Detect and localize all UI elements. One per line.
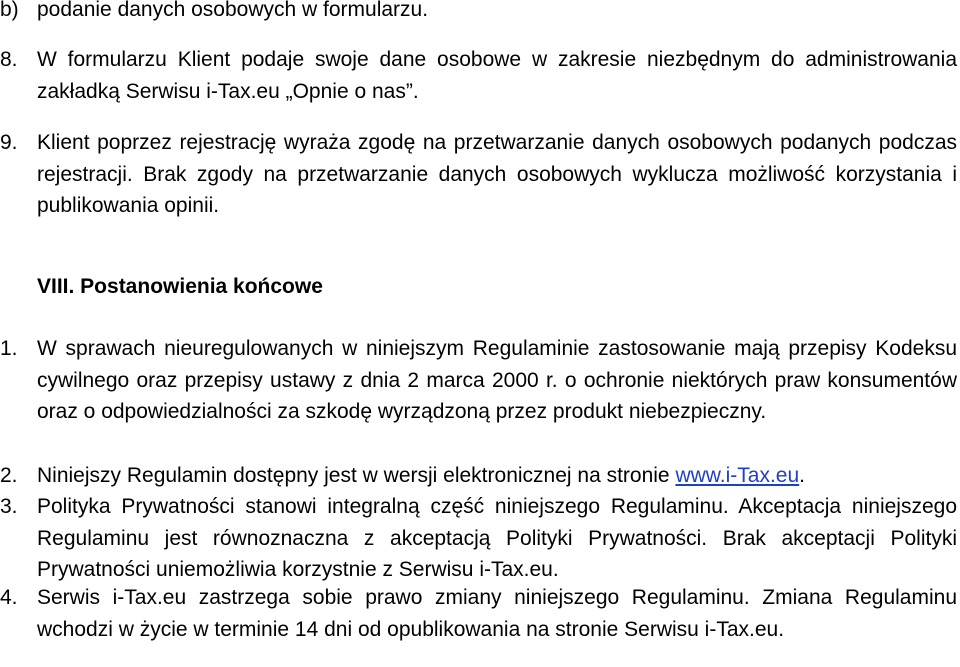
list-item-text: podanie danych osobowych w formularzu.: [37, 0, 429, 21]
list-item-label: b): [0, 0, 19, 21]
list-item-text: Klient poprzez rejestrację wyraża zgodę na przetwarzanie danych osobowych podanych podczas rejestracji. Brak zgody na przetwarzanie danych osobowych wyklucza możliwość korzystania i publikowania opinii.: [37, 131, 957, 218]
final-provision-item-3: [0, 491, 957, 586]
list-item-number: 4.: [0, 586, 18, 609]
list-item-number: 3.: [0, 495, 18, 518]
list-item-text: Polityka Prywatności stanowi integralną część niniejszego Regulaminu. Akceptacja niniejszego Regulaminu jest równoznaczna z akceptacją Polityki Prywatności. Brak akceptacji Polityki Prywatności uniemożliwia korzystnie z Serwisu i-Tax.eu.: [37, 495, 957, 582]
final-provision-item-1: [0, 333, 957, 428]
list-item-text: W formularzu Klient podaje swoje dane osobowe w zakresie niezbędnym do administrowania zakładką Serwisu i-Tax.eu „Opnie o nas”.: [37, 48, 957, 103]
list-item-number: 1.: [0, 337, 18, 360]
list-item-9: [0, 127, 957, 222]
list-item-8: [0, 44, 957, 107]
list-item-number: 8.: [0, 48, 18, 71]
text-segment: .: [799, 464, 805, 487]
list-item-b: [0, 0, 957, 26]
list-item-text: [37, 460, 957, 492]
list-item-number: 2.: [0, 464, 18, 487]
final-provision-item-4: [0, 582, 957, 645]
website-link[interactable]: www.i-Tax.eu: [675, 464, 800, 487]
section-heading: VIII. Postanowienia końcowe: [37, 275, 323, 298]
text-segment: Niniejszy Regulamin dostępny jest w wersji elektronicznej na stronie: [37, 464, 676, 487]
final-provision-item-2: [0, 460, 957, 492]
list-item-number: 9.: [0, 131, 18, 154]
list-item-text: Serwis i-Tax.eu zastrzega sobie prawo zmiany niniejszego Regulaminu. Zmiana Regulaminu wchodzi w życie w terminie 14 dni od opublikowania na stronie Serwisu i-Tax.eu.: [37, 586, 957, 641]
list-item-text: W sprawach nieuregulowanych w niniejszym Regulaminie zastosowanie mają przepisy Kodeksu cywilnego oraz przepisy ustawy z dnia 2 marca 2000 r. o ochronie niektórych praw konsumentów oraz o odpowiedzialności za szkodę wyrządzoną przez produkt niebezpieczny.: [37, 337, 957, 424]
